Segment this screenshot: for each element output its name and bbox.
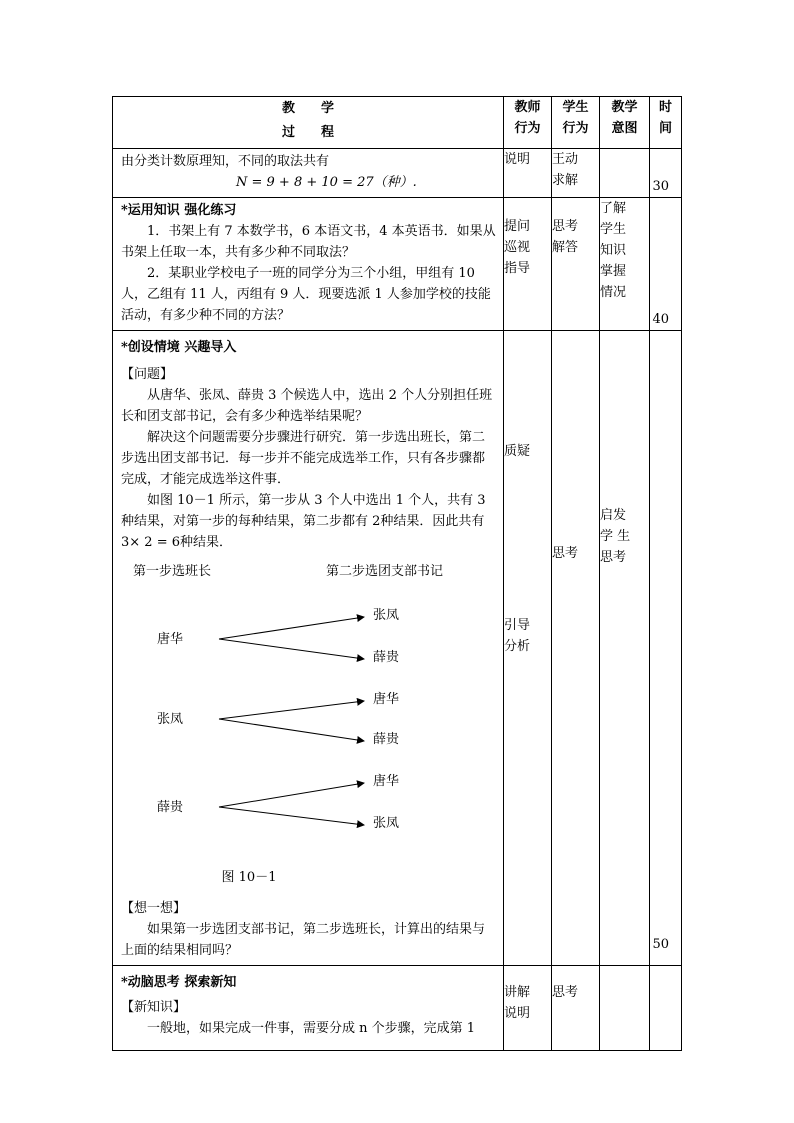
tree-step2-label: 第二步选团支部书记 <box>326 564 444 579</box>
row2-question-2: 2．某职业学校电子一班的同学分为三个小组，甲组有 10 人，乙组有 11 人，丙组有 9 人．现要选派 1 人参加学校的技能活动，有多少种不同的方法？ <box>121 266 491 323</box>
row4-heading: *动脑思考 探索新知 <box>121 975 237 990</box>
row1-teacher: 说明 <box>504 149 552 198</box>
row-new-knowledge <box>113 966 682 1051</box>
tree-node-3: 薛贵 <box>157 800 184 815</box>
row4-time <box>650 966 682 1051</box>
row2-teacher: 提问 巡视 指导 <box>504 198 552 331</box>
row1-student: 王动 求解 <box>552 149 600 198</box>
tree-node-2: 张凤 <box>157 712 184 727</box>
tree-step1-label: 第一步选班长 <box>133 564 212 579</box>
row4-content <box>113 966 504 1051</box>
row3-intent: 启发 学 生 思考 <box>600 331 650 966</box>
row-count-result <box>113 149 682 198</box>
header-teacher-behavior: 教师 行为 <box>504 97 552 149</box>
branch-2a <box>219 701 364 719</box>
row3-student: 思考 <box>552 331 600 966</box>
row4-student: 思考 <box>552 966 600 1051</box>
row2-heading: *运用知识 强化练习 <box>121 203 237 218</box>
branch-3b <box>219 807 364 825</box>
row3-problem-title: 【问题】 <box>121 367 174 382</box>
row3-heading: *创设情境 兴趣导入 <box>121 340 237 355</box>
tree-leaf-1b: 薛贵 <box>373 650 400 665</box>
lesson-plan-table <box>112 96 682 1051</box>
row4-intent <box>600 966 650 1051</box>
row2-student: 思考 解答 <box>552 198 600 331</box>
row3-problem-text: 从唐华、张凤、薛贵 3 个候选人中，选出 2 个人分别担任班长和团支部书记，会有多少种选举结果呢？ <box>121 388 493 424</box>
tree-leaf-3a: 唐华 <box>373 774 400 789</box>
header-process: 教 学 过 程 <box>113 97 504 149</box>
row-practice <box>113 198 682 331</box>
header-student-behavior: 学生 行为 <box>552 97 600 149</box>
row3-teacher: 质疑 引导 分析 <box>504 331 552 966</box>
selection-tree-diagram <box>121 559 501 859</box>
row4-new-title: 【新知识】 <box>121 1000 187 1015</box>
row3-think-text: 如果第一步选团支部书记，第二步选班长，计算出的结果与上面的结果相同吗？ <box>121 922 486 958</box>
header-time: 时 间 <box>650 97 682 149</box>
row3-figure-text: 如图 10－1 所示，第一步从 3 个人中选出 1 个人，共有 3 种结果，对第一步的每种结果，第二步都有 2种结果．因此共有3× 2 = 6种结果． <box>121 493 486 550</box>
row2-time: 40 <box>650 198 682 331</box>
branch-3a <box>219 783 364 807</box>
row3-time: 50 <box>650 331 682 966</box>
row3-think-title: 【想一想】 <box>121 901 187 916</box>
row1-formula: N = 9 + 8 + 10 = 27（种）. <box>236 175 417 190</box>
tree-leaf-2b: 薛贵 <box>373 732 400 747</box>
row2-question-1: 1．书架上有 7 本数学书，6 本语文书，4 本英语书．如果从书架上任取一本，共有多少种不同取法？ <box>121 224 496 260</box>
header-row <box>113 97 682 149</box>
tree-leaf-3b: 张凤 <box>373 816 400 831</box>
row3-solve-text: 解决这个问题需要分步骤进行研究．第一步选出班长，第二步选出团支部书记．每一步并不能完成选举工作，只有各步骤都完成，才能完成选举这件事． <box>121 430 486 487</box>
tree-node-1: 唐华 <box>157 632 184 647</box>
tree-leaf-2a: 唐华 <box>373 692 400 707</box>
branch-1b <box>219 639 364 659</box>
row4-teacher: 讲解 说明 <box>504 966 552 1051</box>
row2-content <box>113 198 504 331</box>
row-scenario <box>113 331 682 966</box>
row1-text: 由分类计数原理知，不同的取法共有 <box>121 154 330 169</box>
header-teaching-intent: 教学 意图 <box>600 97 650 149</box>
row1-time: 30 <box>650 149 682 198</box>
row1-intent <box>600 149 650 198</box>
branch-1a <box>219 617 364 639</box>
tree-leaf-1a: 张凤 <box>373 608 400 623</box>
branch-2b <box>219 719 364 741</box>
row2-intent: 了解 学生 知识 掌握 情况 <box>600 198 650 331</box>
row3-content <box>113 331 504 966</box>
figure-caption: 图 10－1 <box>221 870 277 885</box>
row1-content <box>113 149 504 198</box>
row4-new-text: 一般地，如果完成一件事，需要分成 n 个步骤，完成第 1 <box>147 1021 476 1036</box>
